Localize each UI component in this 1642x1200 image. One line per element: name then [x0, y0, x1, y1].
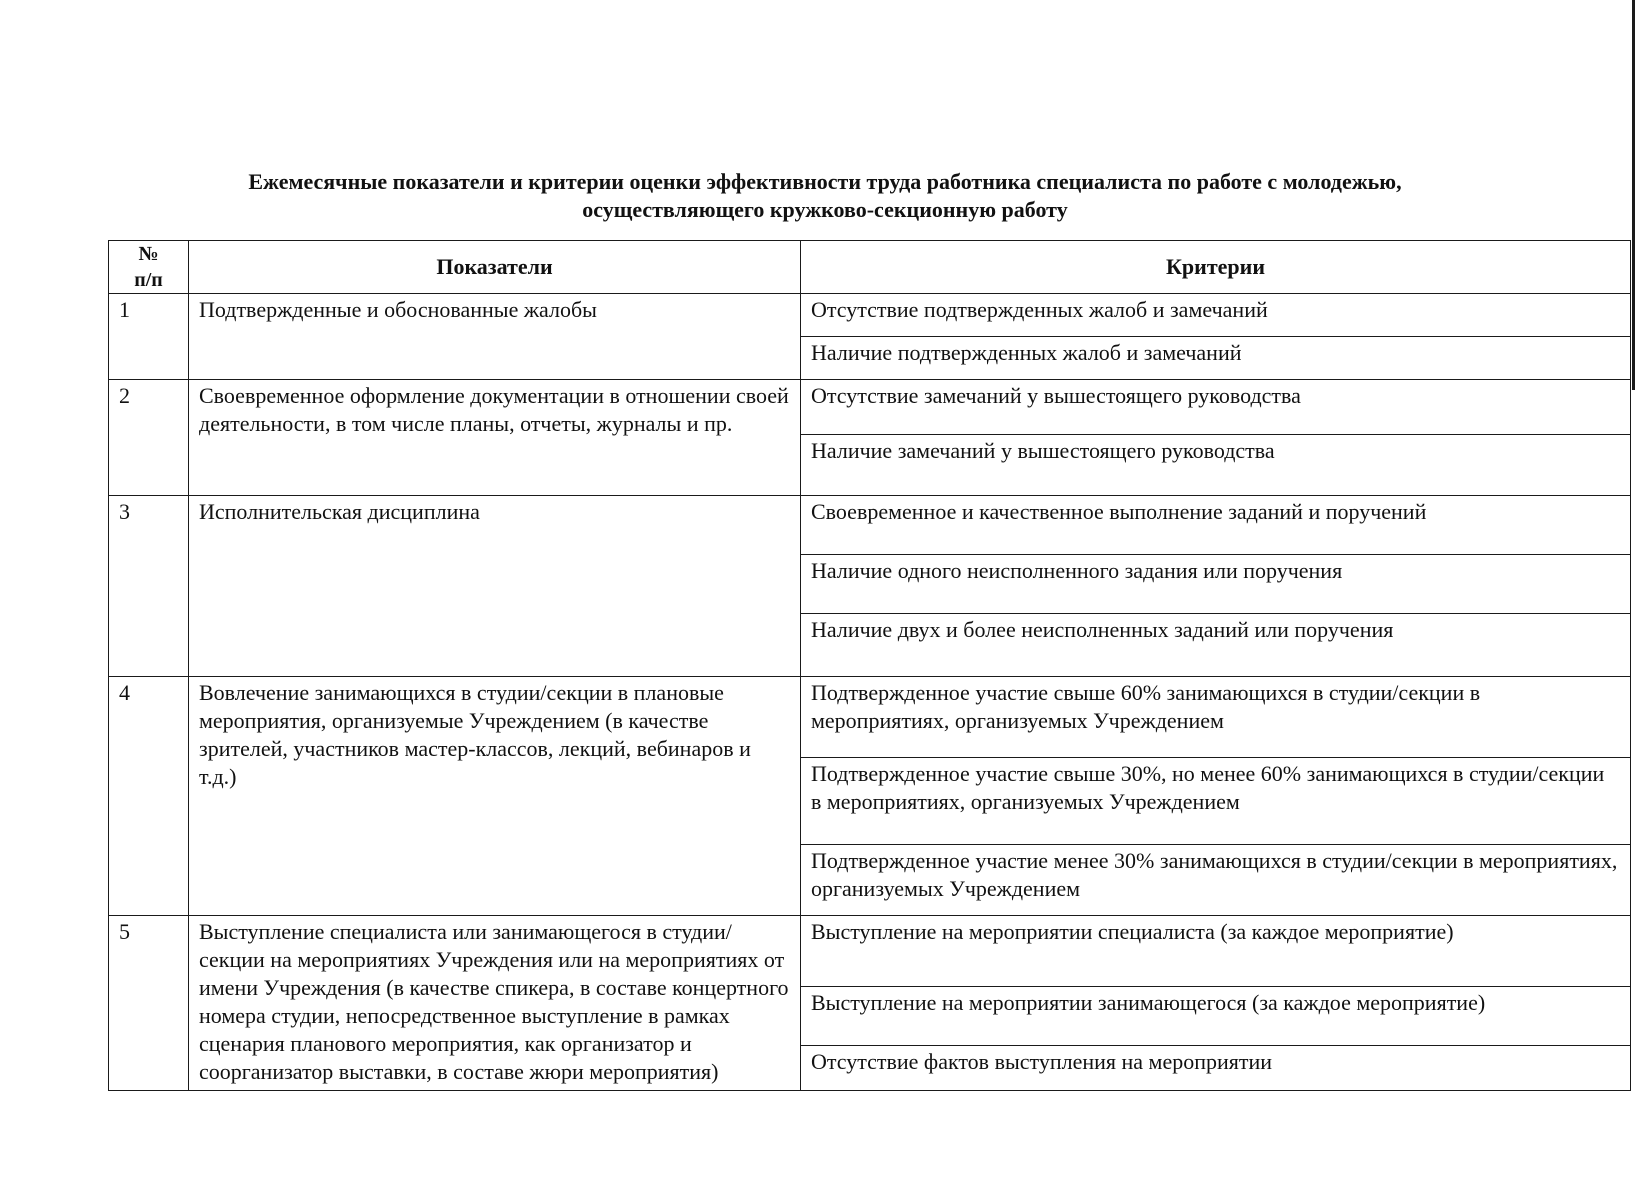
title-line-1: Ежемесячные показатели и критерии оценки эффективности труда работника специалиста по работе с молодежью,: [248, 169, 1402, 194]
table-row: [109, 294, 1631, 337]
page-edge-line: [1632, 0, 1635, 390]
row-indicator: Подтвержденные и обоснованные жалобы: [189, 294, 801, 380]
row-number: 1: [109, 294, 189, 380]
criterion-cell: Наличие одного неисполненного задания или поручения: [801, 555, 1631, 614]
title-line-2: осуществляющего кружково-секционную работу: [582, 197, 1068, 222]
criterion-cell: Наличие подтвержденных жалоб и замечаний: [801, 337, 1631, 380]
header-indicators: Показатели: [189, 241, 801, 294]
criteria-table: [108, 240, 1631, 1091]
row-number: 2: [109, 380, 189, 496]
row-indicator: Исполнительская дисциплина: [189, 496, 801, 677]
criterion-cell: Подтвержденное участие свыше 60% занимающихся в студии/секции в мероприятиях, организуемых Учреждением: [801, 677, 1631, 758]
row-number: 5: [109, 916, 189, 1091]
row-indicator: Своевременное оформление документации в отношении своей деятельности, в том числе планы, отчеты, журналы и пр.: [189, 380, 801, 496]
criterion-cell: Выступление на мероприятии специалиста (за каждое мероприятие): [801, 916, 1631, 987]
criterion-cell: Наличие замечаний у вышестоящего руководства: [801, 435, 1631, 496]
criterion-cell: Подтвержденное участие менее 30% занимающихся в студии/секции в мероприятиях, организуемых Учреждением: [801, 845, 1631, 916]
header-number: [109, 241, 189, 294]
row-number: 4: [109, 677, 189, 916]
criterion-cell: Подтвержденное участие свыше 30%, но менее 60% занимающихся в студии/секции в мероприятиях, организуемых Учреждением: [801, 758, 1631, 845]
criterion-cell: Отсутствие подтвержденных жалоб и замечаний: [801, 294, 1631, 337]
criterion-cell: Отсутствие замечаний у вышестоящего руководства: [801, 380, 1631, 435]
row-indicator: Выступление специалиста или занимающегося в студии/секции на мероприятиях Учреждения или на мероприятиях от имени Учреждения (в качестве спикера, в составе концертного номера студии, непосредственное выступление в рамках сценария планового мероприятия, как организатор и соорганизатор выставки, в составе жюри мероприятия): [189, 916, 801, 1091]
document-title: [110, 168, 1540, 224]
criterion-cell: Отсутствие фактов выступления на мероприятии: [801, 1046, 1631, 1091]
table-row: [109, 916, 1631, 987]
header-criteria: Критерии: [801, 241, 1631, 294]
table-row: [109, 380, 1631, 435]
table-row: [109, 496, 1631, 555]
criterion-cell: Своевременное и качественное выполнение заданий и поручений: [801, 496, 1631, 555]
table-header-row: [109, 241, 1631, 294]
row-number: 3: [109, 496, 189, 677]
row-indicator: Вовлечение занимающихся в студии/секции в плановые мероприятия, организуемые Учреждением (в качестве зрителей, участников мастер-классов, лекций, вебинаров и т.д.): [189, 677, 801, 916]
criterion-cell: Выступление на мероприятии занимающегося (за каждое мероприятие): [801, 987, 1631, 1046]
table-row: [109, 677, 1631, 758]
header-number-symbol: №: [138, 243, 159, 265]
criterion-cell: Наличие двух и более неисполненных заданий или поручения: [801, 614, 1631, 677]
header-number-abbrev: п/п: [134, 269, 163, 291]
